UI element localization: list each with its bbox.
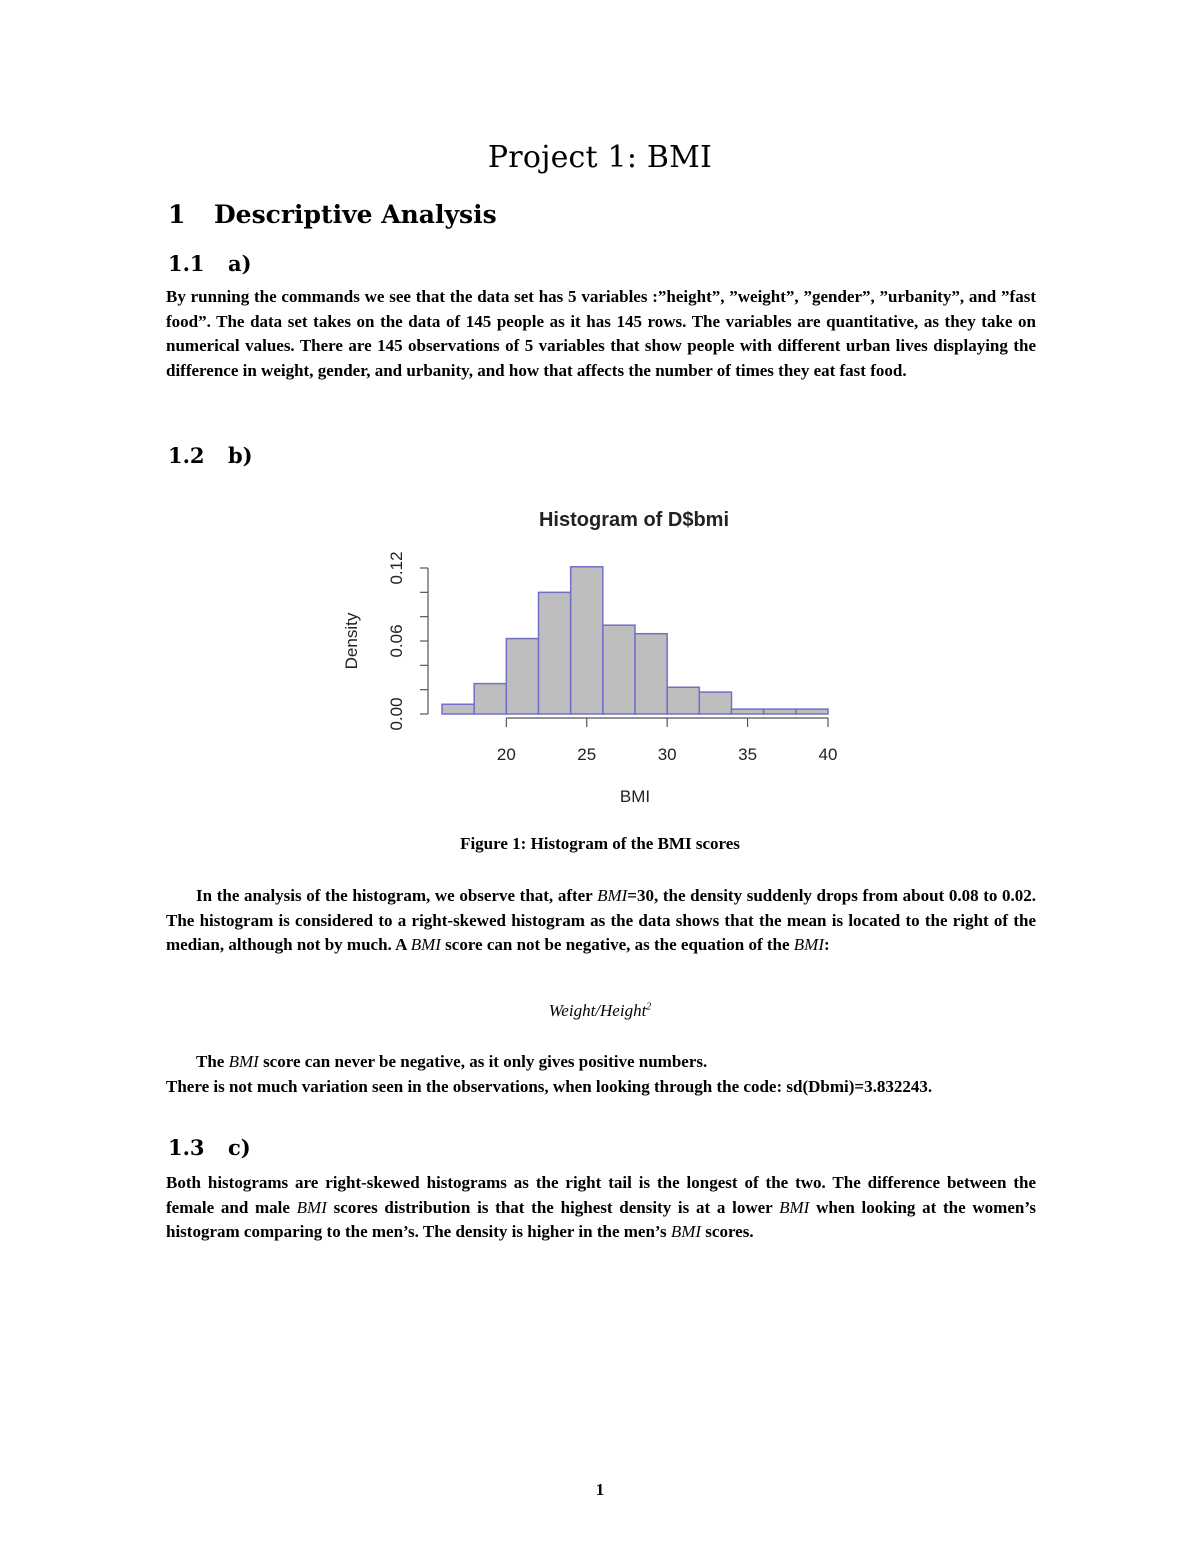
text-run: score can not be negative, as the equation of the: [440, 935, 794, 954]
histogram-bar: [474, 684, 506, 714]
document-title: Project 1: BMI: [487, 140, 713, 175]
text-run: The: [196, 1052, 229, 1071]
subsection-title: c): [228, 1135, 251, 1160]
histogram-bar: [732, 709, 764, 714]
bmi-term: BMI: [296, 1197, 327, 1217]
bmi-term: BMI: [793, 935, 825, 954]
subsection-heading-c: [168, 1135, 251, 1160]
bmi-term: BMI: [228, 1052, 259, 1071]
figure-caption: Figure 1: Histogram of the BMI scores: [460, 834, 740, 853]
text-run: =30, the density suddenly drops from about 0.08 to 0.02. The histogram is considered to a right-skewed histogram as the data shows that the mean is located to the right of the median, although not by much. A: [166, 886, 1037, 954]
y-tick-label: 0.12: [387, 551, 406, 585]
text-run: In the analysis of the histogram, we observe that, after: [196, 886, 598, 905]
x-tick-label: 35: [738, 745, 758, 764]
text-run: when looking at the women’s histogram comparing to the men’s. The density is higher in the men’s: [166, 1197, 1036, 1241]
histogram-bar: [442, 704, 474, 714]
x-tick-label: 20: [496, 745, 516, 764]
paragraph-c: [166, 1171, 1036, 1245]
bmi-term: BMI: [670, 1222, 702, 1241]
subsection-number: 1.3: [168, 1135, 205, 1160]
histogram-bar: [699, 692, 731, 714]
bmi-formula: [0, 1001, 1200, 1021]
x-tick-label: 40: [818, 745, 838, 764]
chart-title: Histogram of D$bmi: [538, 509, 730, 531]
subsection-number: 1.2: [168, 443, 205, 468]
histogram-bar: [506, 639, 538, 714]
bmi-term: BMI: [597, 886, 628, 905]
subsection-title: a): [228, 251, 252, 276]
formula-exponent: 2: [646, 1001, 652, 1013]
bmi-term: BMI: [410, 935, 441, 954]
text-run: :: [824, 935, 830, 954]
subsection-heading-a: [168, 251, 252, 276]
bmi-term: BMI: [779, 1197, 810, 1217]
section-heading-descriptive-analysis: [168, 200, 497, 229]
formula-base: Weight/Height: [548, 1001, 647, 1020]
histogram-bar: [539, 592, 571, 714]
histogram-bar: [796, 709, 828, 714]
x-tick-label: 25: [577, 745, 597, 764]
x-tick-label: 30: [657, 745, 677, 764]
histogram-bar: [603, 625, 635, 714]
bmi-histogram: [320, 500, 860, 820]
text-run: scores.: [701, 1222, 754, 1241]
histogram-bar: [667, 687, 699, 714]
page-number: 1: [595, 1480, 605, 1499]
paragraph-b2: [166, 1050, 1036, 1099]
histogram-bar: [764, 709, 796, 714]
subsection-heading-b: [168, 443, 253, 468]
text-run: score can never be negative, as it only gives positive numbers.: [258, 1052, 708, 1071]
paragraph-a: By running the commands we see that the data set has 5 variables :”height”, ”weight”, ”gender”, ”urbanity”, and ”fast food”. The data set takes on the data of 145 people as it has 145 rows. The variables are quantitative, as they take on numerical values. There are 145 observations of 5 variables that show people with different urban lives displaying the difference in weight, gender, and urbanity, and how that affects the number of times they eat fast food.: [166, 287, 1036, 380]
sd-statement: There is not much variation seen in the observations, when looking through the code: sd(Dbmi)=3.832243.: [166, 1076, 933, 1096]
y-axis-label: Density: [342, 612, 361, 670]
histogram-bar: [571, 567, 603, 714]
paragraph-b1: [166, 884, 1036, 958]
histogram-bar: [635, 634, 667, 714]
y-tick-label: 0.06: [387, 624, 406, 658]
x-axis-label: BMI: [619, 787, 651, 806]
text-run: scores distribution is that the highest density is at a lower: [326, 1197, 780, 1217]
section-number: 1: [168, 200, 186, 229]
y-tick-label: 0.00: [387, 697, 406, 731]
subsection-number: 1.1: [168, 251, 205, 276]
section-title: Descriptive Analysis: [214, 200, 497, 229]
histogram-bars: [442, 567, 828, 714]
subsection-title: b): [228, 443, 253, 468]
text-run: Both histograms are right-skewed histograms as the right tail is the longest of the two. The difference between the female and male: [166, 1173, 1036, 1217]
